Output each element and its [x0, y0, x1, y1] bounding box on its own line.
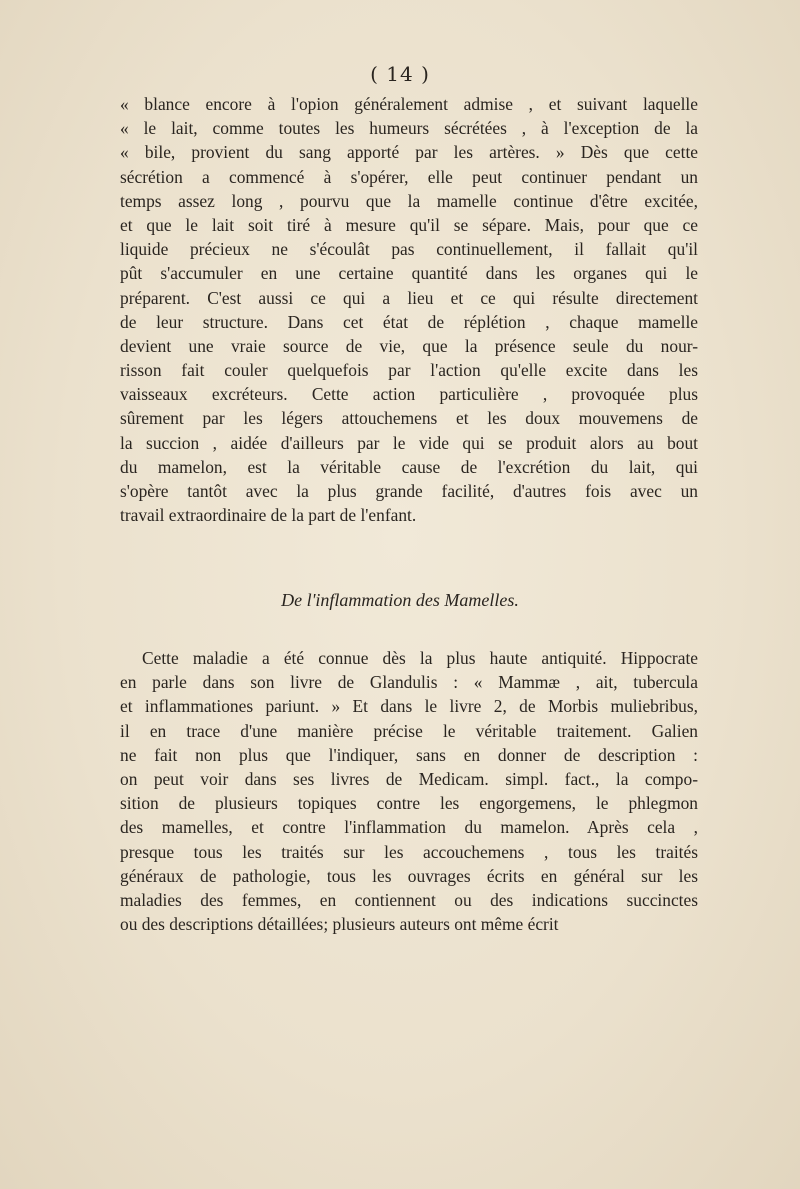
text-line: la succion , aidée d'ailleurs par le vide qui se produit alors au bout — [120, 432, 698, 453]
text-line: sûrement par les légers attouchemens et les doux mouvemens de — [120, 408, 698, 429]
text-line: ou des descriptions détaillées; plusieurs auteurs ont même écrit — [120, 914, 559, 935]
text-line: en parle dans son livre de Glandulis : « Mammæ , ait, tubercula — [120, 672, 698, 693]
text-line: des mamelles, et contre l'inflammation du mamelon. Après cela , — [120, 817, 698, 838]
text-line: liquide précieux ne s'écoulât pas continuellement, il fallait qu'il — [120, 239, 698, 260]
section-heading: De l'inflammation des Mamelles. — [281, 590, 519, 610]
text-line: pût s'accumuler en une certaine quantité dans les organes qui le — [120, 263, 698, 284]
text-line: temps assez long , pourvu que la mamelle continue d'être excitée, — [120, 190, 698, 211]
text-line: généraux de pathologie, tous les ouvrages écrits en général sur les — [120, 865, 698, 886]
text-line: sition de plusieurs topiques contre les engorgemens, le phlegmon — [120, 793, 698, 814]
text-line: s'opère tantôt avec la plus grande facilité, d'autres fois avec un — [120, 481, 698, 501]
text-line: on peut voir dans ses livres de Medicam. simpl. fact., la compo- — [120, 768, 698, 789]
text-line: il en trace d'une manière précise le véritable traitement. Galien — [120, 720, 698, 741]
text-line: sécrétion a commencé à s'opérer, elle peut continuer pendant un — [120, 166, 698, 187]
text-line: et inflammationes pariunt. » Et dans le livre 2, de Morbis muliebribus, — [120, 696, 698, 717]
paragraph-1 — [120, 92, 698, 527]
page-number: ( 14 ) — [370, 62, 430, 86]
text-line: risson fait couler quelquefois par l'action qu'elle excite dans les — [120, 360, 698, 381]
text-line: de leur structure. Dans cet état de réplétion , chaque mamelle — [120, 311, 698, 332]
text-line: « bile, provient du sang apporté par les artères. » Dès que cette — [120, 142, 698, 163]
text-line: Cette maladie a été connue dès la plus haute antiquité. Hippocrate — [142, 648, 698, 668]
text-line: travail extraordinaire de la part de l'enfant. — [120, 505, 417, 526]
text-line: maladies des femmes, en contiennent ou des indications succinctes — [120, 889, 698, 910]
text-line: et que le lait soit tiré à mesure qu'il se sépare. Mais, pour que ce — [120, 214, 698, 235]
text-line: « blance encore à l'opion généralement admise , et suivant laquelle — [120, 94, 698, 114]
text-line: préparent. C'est aussi ce qui a lieu et ce qui résulte directement — [120, 287, 698, 308]
text-line: « le lait, comme toutes les humeurs sécrétées , à l'exception de la — [120, 118, 698, 139]
text-line: ne fait non plus que l'indiquer, sans en donner de description : — [120, 744, 698, 765]
text-line: presque tous les traités sur les accouchemens , tous les traités — [120, 841, 698, 862]
text-line: vaisseaux excréteurs. Cette action particulière , provoquée plus — [120, 384, 698, 405]
text-line: devient une vraie source de vie, que la présence seule du nour- — [120, 335, 698, 356]
text-line: du mamelon, est la véritable cause de l'excrétion du lait, qui — [120, 456, 698, 477]
paragraph-2 — [120, 646, 698, 936]
